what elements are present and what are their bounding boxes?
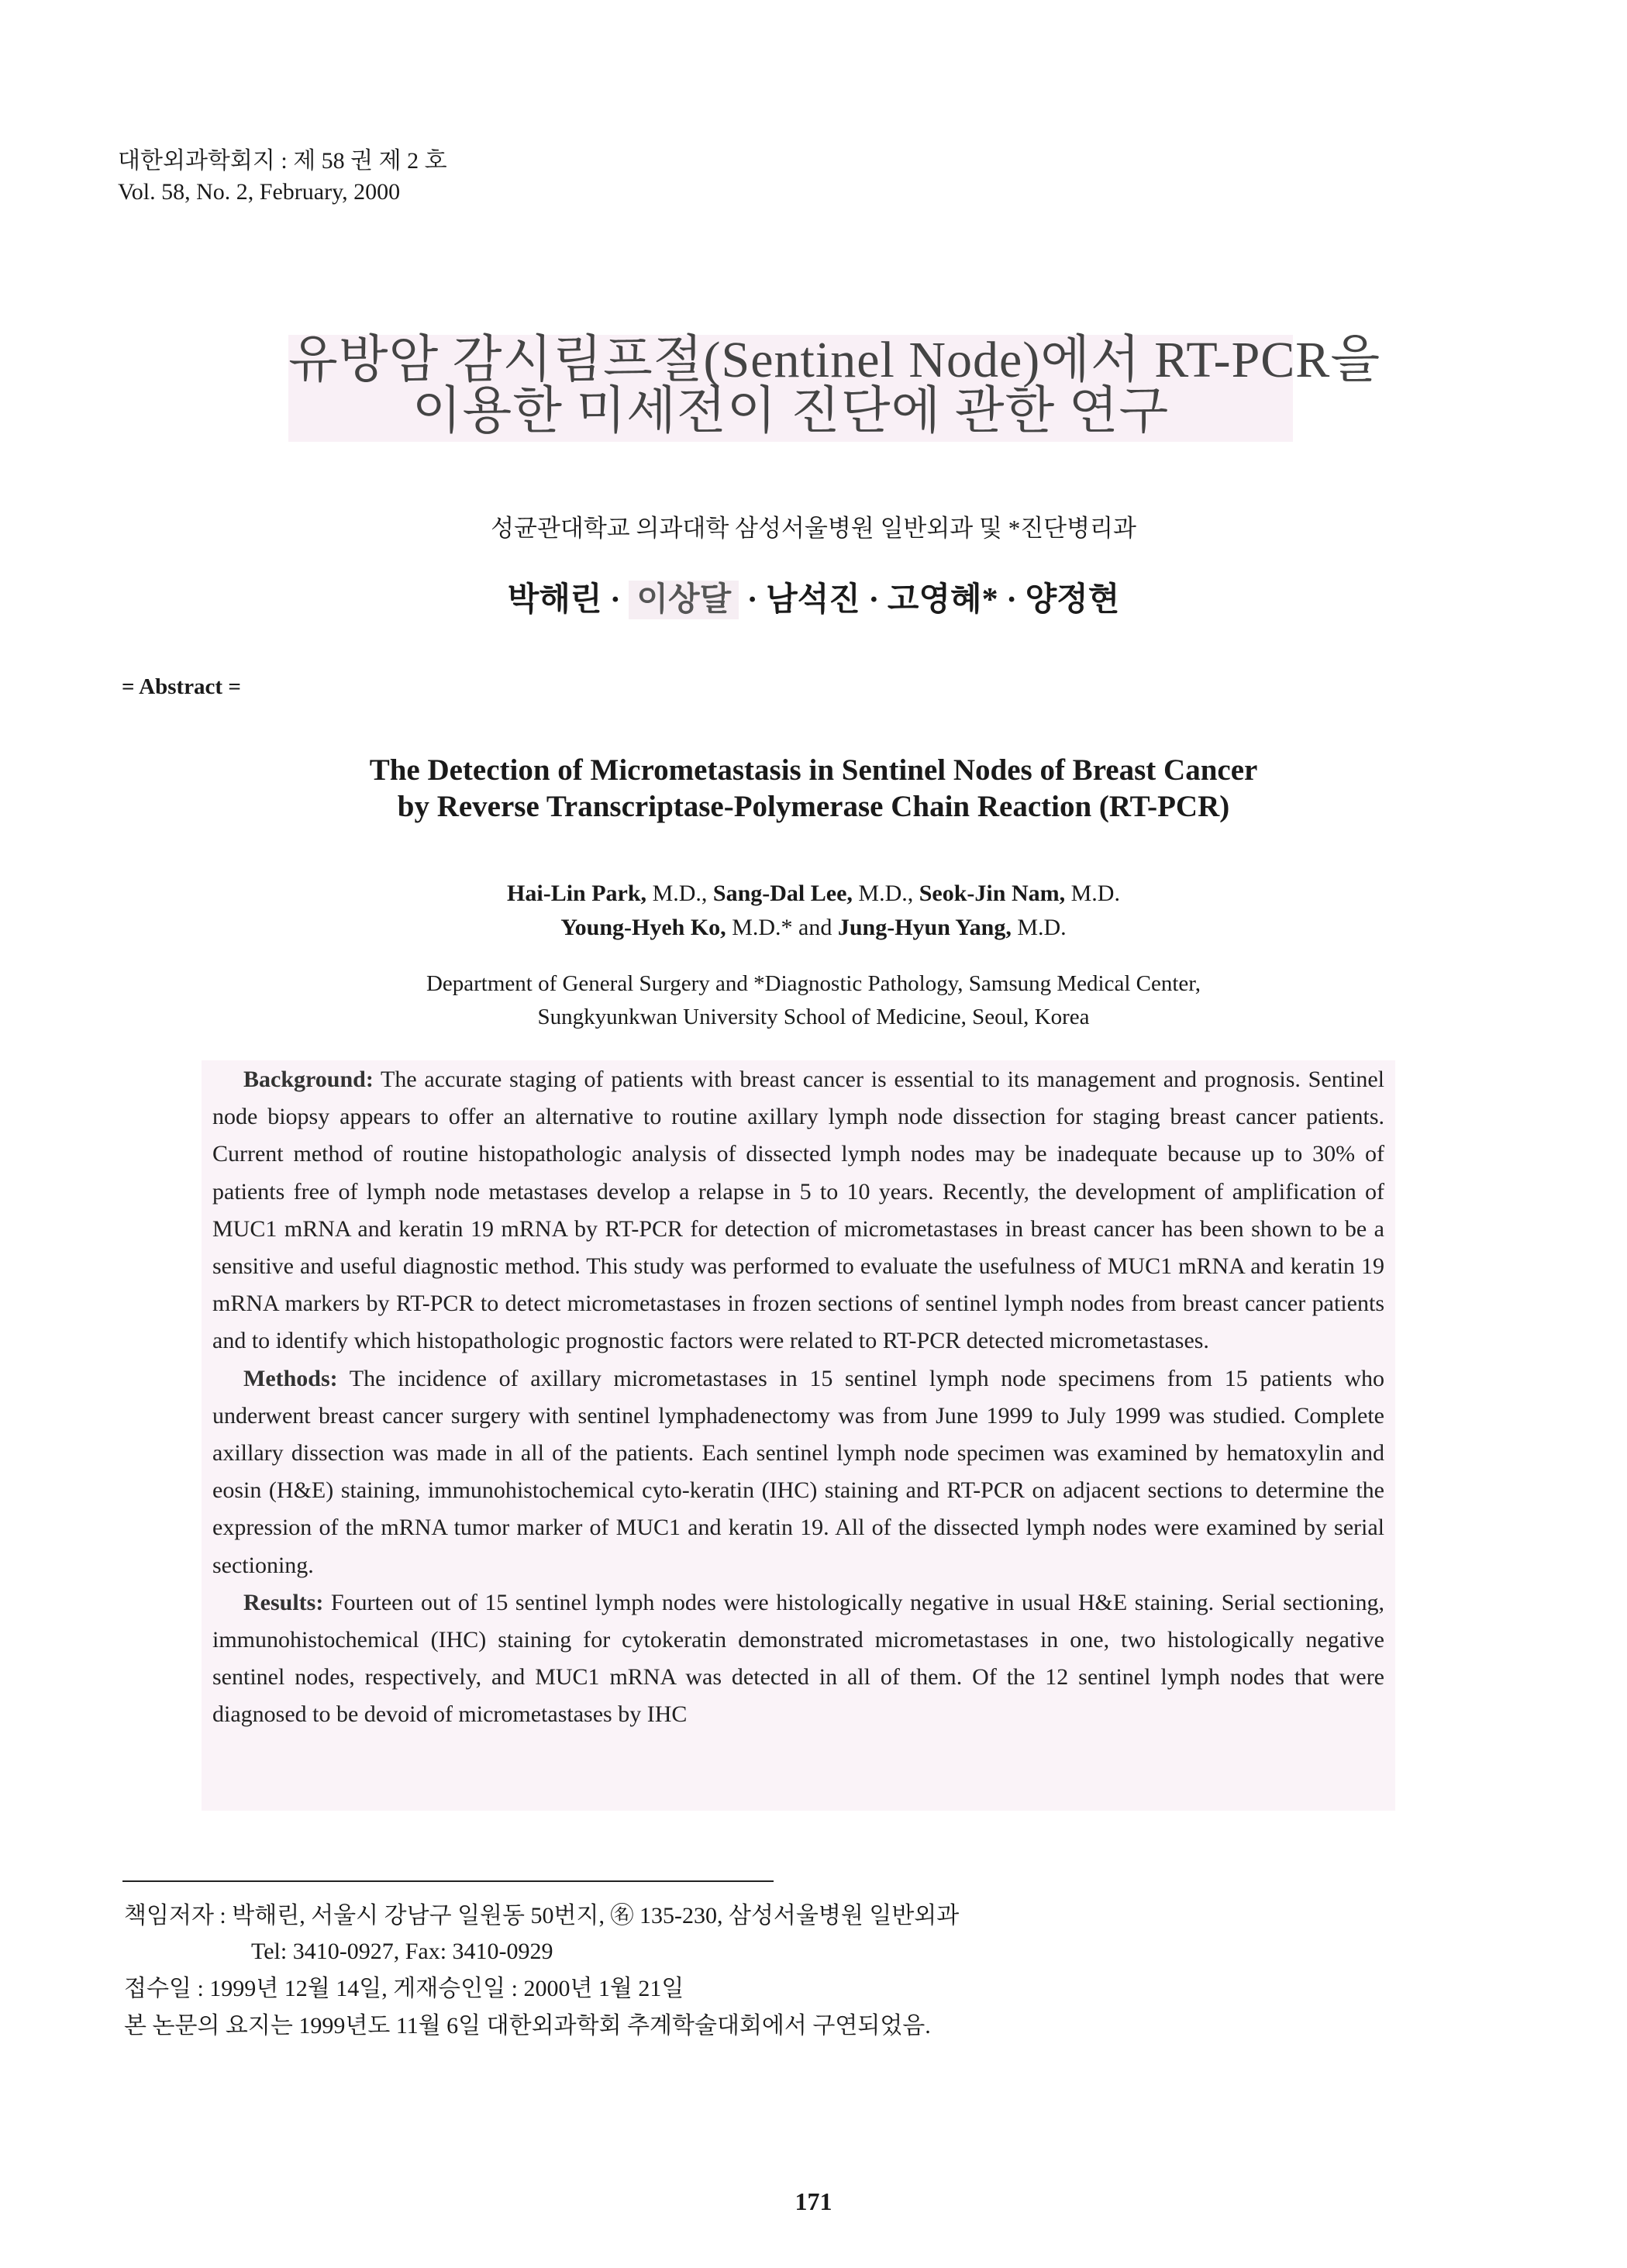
author-degree: M.D. [1011,915,1067,940]
english-title [0,752,1627,825]
abstract-heading: = Abstract = [122,674,241,699]
english-title-line1: The Detection of Micrometastasis in Sentinel Nodes of Breast Cancer [369,753,1258,787]
abstract-results [212,1584,1384,1734]
journal-volume: Vol. 58, No. 2, February, 2000 [118,179,401,205]
abstract-body [212,1061,1384,1734]
footnote-divider [122,1880,774,1882]
footnote-phone: Tel: 3410-0927, Fax: 3410-0929 [251,1939,553,1964]
footnote-corresponding: 책임저자 : 박해린, 서울시 강남구 일원동 50번지, ㊔ 135-230, 삼성서울병원 일반외과 [124,1903,960,1928]
footnote-dates: 접수일 : 1999년 12월 14일, 게재승인일 : 2000년 1월 21일 [124,1976,684,2001]
author-name: Hai-Lin Park, [507,881,647,906]
korean-title [288,332,1381,442]
korean-title-line1: 유방암 감시림프절(Sentinel Node)에서 RT-PCR을 [288,332,1381,388]
methods-label: Methods: [243,1365,338,1391]
korean-title-line2: 이용한 미세전이 진단에 관한 연구 [412,383,1170,439]
author-name: Seok-Jin Nam, [919,881,1066,906]
background-text: The accurate staging of patients with breast cancer is essential to its management and prognosis. Sentinel node biopsy appears to offer an alternative to routine axillary lymph node dissection for staging breast cancer patients. Current method of routine histopathologic analysis of dissected lymph nodes may be inadequate because up to 30% of patients free of lymph node metastases develop a relapse in 5 to 10 years. Recently, the development of amplification of MUC1 mRNA and keratin 19 mRNA by RT-PCR for detection of micrometastases in breast cancer has been shown to be a sensitive and useful diagnostic method. This study was performed to evaluate the usefulness of MUC1 mRNA and keratin 19 mRNA markers by RT-PCR to detect micrometastases in frozen sections of sentinel lymph nodes from breast cancer patients and to identify which histopathologic prognostic factors were related to RT-PCR detected micrometastases. [212,1067,1384,1354]
korean-affiliation: 성균관대학교 의과대학 삼성서울병원 일반외과 및 *진단병리과 [491,515,1136,542]
methods-text: The incidence of axillary micrometastases in 15 sentinel lymph node specimens from 15 patients who underwent breast cancer surgery with sentinel lymphadenectomy was from June 1999 to July 1999 was studied. Complete axillary dissection was made in all of the patients. Each sentinel lymph node specimen was examined by hematoxylin and eosin (H&E) staining, immunohistochemical cyto-keratin (IHC) staining and RT-PCR on adjacent sections to determine the expression of the mRNA tumor marker of MUC1 and keratin 19. All of the dissected lymph nodes were examined by serial sectioning. [212,1365,1384,1578]
abstract-background [212,1061,1384,1360]
korean-author-1: 박해린 · [507,582,629,618]
results-label: Results: [243,1589,324,1615]
author-name: Young-Hyeh Ko, [560,915,726,940]
english-authors [0,877,1627,945]
author-name: Sang-Dal Lee, [712,881,853,906]
department-line2: Sungkyunkwan University School of Medicine, Seoul, Korea [537,1005,1090,1029]
author-degree: M.D. [1065,881,1120,906]
footnote-presented: 본 논문의 요지는 1999년도 11월 6일 대한외과학회 추계학술대회에서 구연되었음. [124,2013,931,2039]
author-degree: M.D., [646,881,713,906]
korean-author-highlighted: 이상달 [629,581,739,619]
korean-authors [0,574,1627,620]
journal-header [118,146,447,208]
english-authors-line1 [0,877,1627,911]
results-text: Fourteen out of 15 sentinel lymph nodes were histologically negative in usual H&E staining. Serial sectioning, immunohistochemical (IHC) staining for cytokeratin demonstrated micrometastases in one, two histologically negative sentinel nodes, respectively, and MUC1 mRNA was detected in all of them. Of the 12 sentinel lymph nodes that were diagnosed to be devoid of micrometastases by IHC [212,1589,1384,1728]
author-name: Jung-Hyun Yang, [837,915,1012,940]
department-line1: Department of General Surgery and *Diagnostic Pathology, Samsung Medical Center, [426,971,1201,996]
english-authors-line2 [0,911,1627,945]
department [0,967,1627,1034]
page-number: 171 [795,2187,832,2215]
author-degree: M.D., [852,881,919,906]
abstract-methods [212,1360,1384,1584]
author-degree: M.D.* and [726,915,838,940]
korean-author-rest: · 남석진 · 고영혜* · 양정현 [739,582,1120,618]
background-label: Background: [243,1067,374,1092]
english-title-line2: by Reverse Transcriptase-Polymerase Chain Reaction (RT-PCR) [397,790,1230,823]
journal-korean: 대한외과학회지 : 제 58 권 제 2 호 [118,148,447,174]
